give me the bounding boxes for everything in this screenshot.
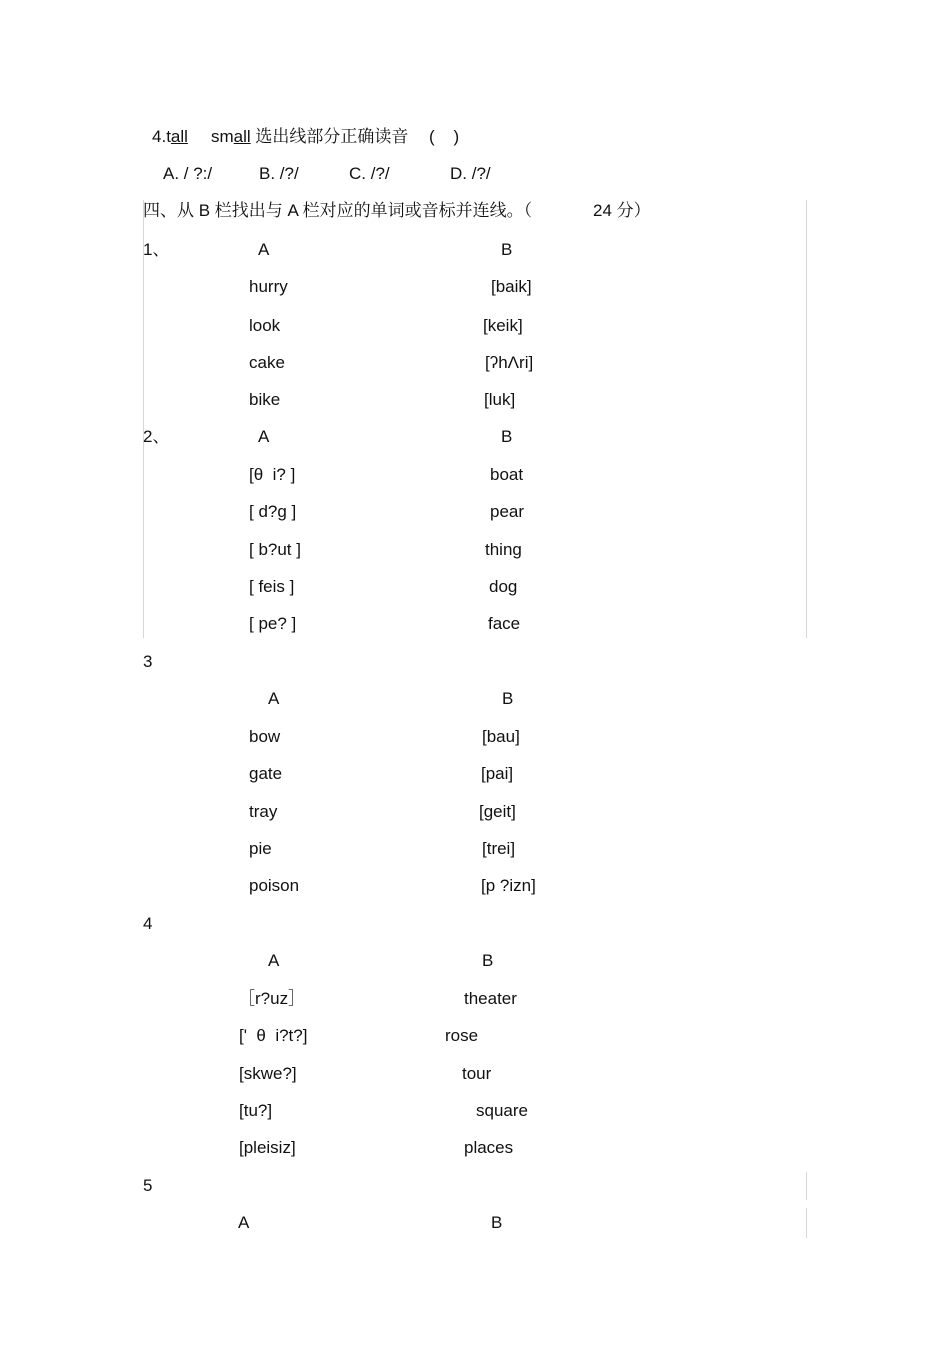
group4-a-item: [skwe?]: [239, 1064, 297, 1083]
group1-a-item: cake: [249, 353, 285, 372]
group1-b-item: [luk]: [484, 390, 516, 409]
group2-b-item: boat: [490, 465, 524, 484]
group3-a-item: gate: [249, 764, 283, 783]
group1-b-item: [baik]: [491, 277, 532, 296]
group4-b-item: tour: [462, 1064, 492, 1083]
left-border-line: [143, 200, 144, 638]
group4-col-a-header: A: [268, 951, 280, 970]
group1-b-item: [keik]: [483, 316, 523, 335]
q4-option-b: B. /?/: [259, 164, 299, 183]
group1-a-item: look: [249, 316, 281, 335]
group2-b-item: face: [488, 614, 521, 633]
group4-a-item: ［r?uz］: [238, 989, 306, 1008]
group3-b-item: [p ?izn]: [481, 876, 536, 895]
group3-b-item: [geit]: [479, 802, 516, 821]
group2-a-item: [ feis ]: [249, 577, 295, 596]
group5-label: 5: [143, 1176, 153, 1195]
group2-b-item: pear: [490, 502, 525, 521]
group4-a-item: [tu?]: [239, 1101, 273, 1120]
right-border-line-3: [806, 1208, 807, 1238]
group2-a-item: [ d?g ]: [249, 502, 297, 521]
group1-b-item: [ʔhΛri]: [485, 353, 534, 372]
q4-word2: small 选出线部分正确读音: [211, 127, 409, 146]
group2-b-item: dog: [489, 577, 518, 596]
group2-label: 2、: [143, 427, 170, 446]
group3-a-item: bow: [249, 727, 281, 746]
q4-question-line: 4.tall: [152, 127, 188, 146]
group1-col-b-header: B: [501, 240, 513, 259]
group4-col-b-header: B: [482, 951, 494, 970]
group4-a-item: [pleisiz]: [239, 1138, 296, 1157]
q4-word1-underlined: all: [170, 127, 188, 146]
right-border-line: [806, 200, 807, 638]
group4-b-item: places: [464, 1138, 514, 1157]
group3-col-a-header: A: [268, 689, 280, 708]
q4-option-c: C. /?/: [349, 164, 390, 183]
q4-option-a: A. / ?:/: [163, 164, 213, 183]
group2-a-item: [ b?ut ]: [249, 540, 301, 559]
group4-b-item: square: [476, 1101, 528, 1120]
section4-heading: 四、从 B 栏找出与 A 栏对应的单词或音标并连线。（: [143, 201, 533, 220]
section4-score: 24 分）: [593, 201, 651, 220]
group1-a-item: bike: [249, 390, 281, 409]
group3-a-item: tray: [249, 802, 278, 821]
right-border-line-2: [806, 1172, 807, 1200]
group1-col-a-header: A: [258, 240, 270, 259]
q4-number: 4.: [152, 127, 167, 146]
q4-option-d: D. /?/: [450, 164, 491, 183]
group3-b-item: [bau]: [482, 727, 520, 746]
group3-a-item: pie: [249, 839, 272, 858]
group4-label: 4: [143, 914, 153, 933]
group2-b-item: thing: [485, 540, 522, 559]
group3-label: 3: [143, 652, 153, 671]
group4-a-item: [' θ i?t?]: [239, 1026, 308, 1045]
q4-word2-underlined: all: [233, 127, 251, 146]
group2-a-item: [θ i? ]: [249, 465, 296, 484]
q4-instruction: 选出线部分正确读音: [255, 127, 409, 146]
group2-col-b-header: B: [501, 427, 513, 446]
group4-b-item: rose: [445, 1026, 479, 1045]
q4-answer-paren: ( ): [429, 127, 460, 146]
group1-label: 1、: [143, 240, 170, 259]
group3-a-item: poison: [249, 876, 300, 895]
group3-b-item: [pai]: [481, 764, 514, 783]
group2-a-item: [ pe? ]: [249, 614, 297, 633]
group5-col-b-header: B: [491, 1213, 503, 1232]
group4-b-item: theater: [464, 989, 517, 1008]
group3-b-item: [trei]: [482, 839, 516, 858]
group5-col-a-header: A: [238, 1213, 250, 1232]
group3-col-b-header: B: [502, 689, 514, 708]
group2-col-a-header: A: [258, 427, 270, 446]
group1-a-item: hurry: [249, 277, 288, 296]
